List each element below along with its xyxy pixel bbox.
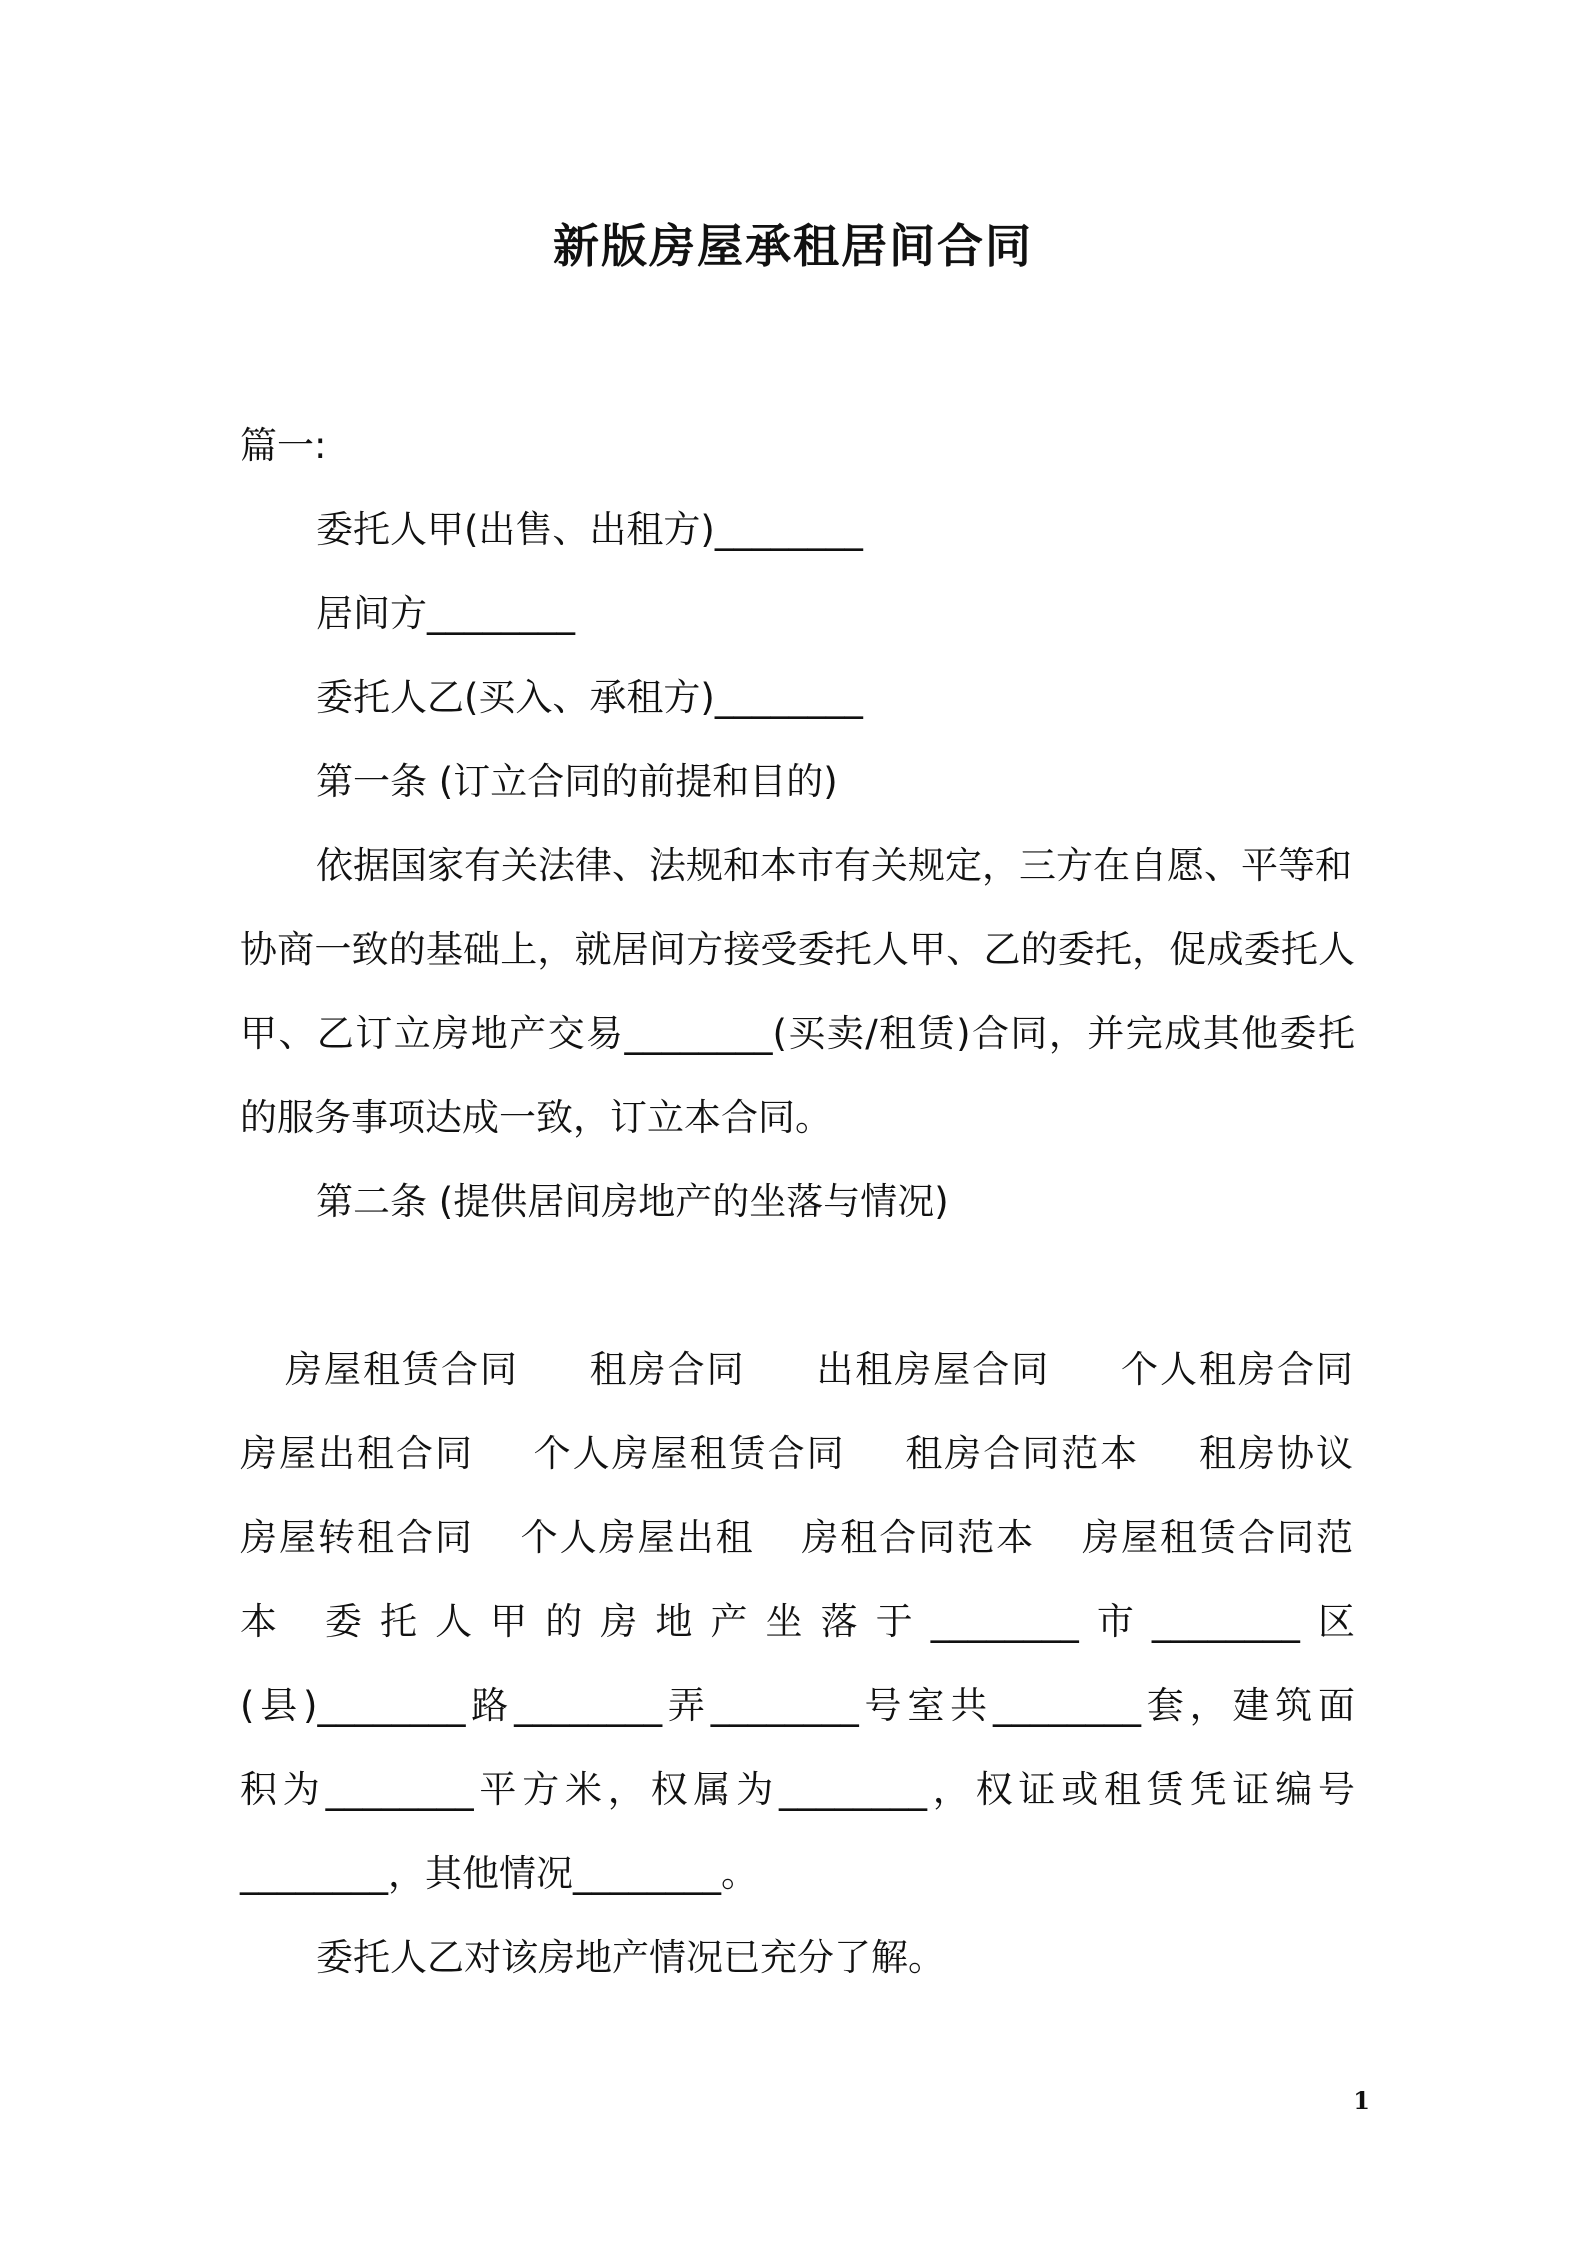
article-1-paragraph-line: 甲、乙订立房地产交易________(买卖/租赁)合同，并完成其他委托 xyxy=(240,1012,1355,1055)
keyword-link[interactable]: 房屋转租合同 xyxy=(240,1516,474,1559)
page-number: 1 xyxy=(1353,2086,1370,2115)
section-label: 篇一: xyxy=(240,424,327,467)
keyword-link[interactable]: 房屋出租合同 xyxy=(240,1432,474,1475)
location-line: ________，其他情况________。 xyxy=(240,1852,758,1895)
location-line: (县)________路________弄________号室共________套，建筑面 xyxy=(240,1684,1355,1727)
keyword-row xyxy=(240,1328,1355,1412)
keyword-link[interactable]: 租房协议 xyxy=(1198,1432,1355,1475)
keyword-row xyxy=(240,1496,1355,1580)
keyword-link[interactable]: 房屋租赁合同范 xyxy=(1081,1516,1355,1559)
keyword-link[interactable]: 租房合同 xyxy=(589,1348,746,1391)
keyword-link[interactable]: 房屋租赁合同 xyxy=(285,1348,519,1391)
document-title: 新版房屋承租居间合同 xyxy=(553,219,1033,273)
closing-statement: 委托人乙对该房地产情况已充分了解。 xyxy=(316,1936,945,1979)
party-b-field: 委托人乙(买入、承租方)________ xyxy=(316,676,863,719)
article-1-paragraph-line: 协商一致的基础上，就居间方接受委托人甲、乙的委托，促成委托人 xyxy=(240,928,1355,971)
keyword-row xyxy=(240,1412,1355,1496)
party-a-field: 委托人甲(出售、出租方)________ xyxy=(316,508,863,551)
blank-gap xyxy=(240,1244,1355,1328)
location-line: 本 委托人甲的房地产坐落于________市________区 xyxy=(240,1600,1355,1643)
location-line: 积为________平方米，权属为________，权证或租赁凭证编号 xyxy=(240,1768,1355,1811)
keyword-link[interactable]: 个人租房合同 xyxy=(1120,1348,1355,1391)
broker-field: 居间方________ xyxy=(316,592,575,635)
article-2-heading: 第二条 (提供居间房地产的坐落与情况) xyxy=(316,1180,949,1223)
article-1-heading: 第一条 (订立合同的前提和目的) xyxy=(316,760,838,803)
keyword-link[interactable]: 出租房屋合同 xyxy=(816,1348,1051,1391)
article-1-paragraph-line: 依据国家有关法律、法规和本市有关规定，三方在自愿、平等和 xyxy=(316,844,1352,887)
keyword-link[interactable]: 个人房屋租赁合同 xyxy=(533,1432,846,1475)
document-body xyxy=(240,404,1355,2000)
article-1-paragraph-line: 的服务事项达成一致，订立本合同。 xyxy=(240,1096,832,1139)
keyword-link[interactable]: 租房合同范本 xyxy=(905,1432,1140,1475)
keyword-link[interactable]: 个人房屋出租 xyxy=(520,1516,755,1559)
keyword-link[interactable]: 房租合同范本 xyxy=(801,1516,1036,1559)
